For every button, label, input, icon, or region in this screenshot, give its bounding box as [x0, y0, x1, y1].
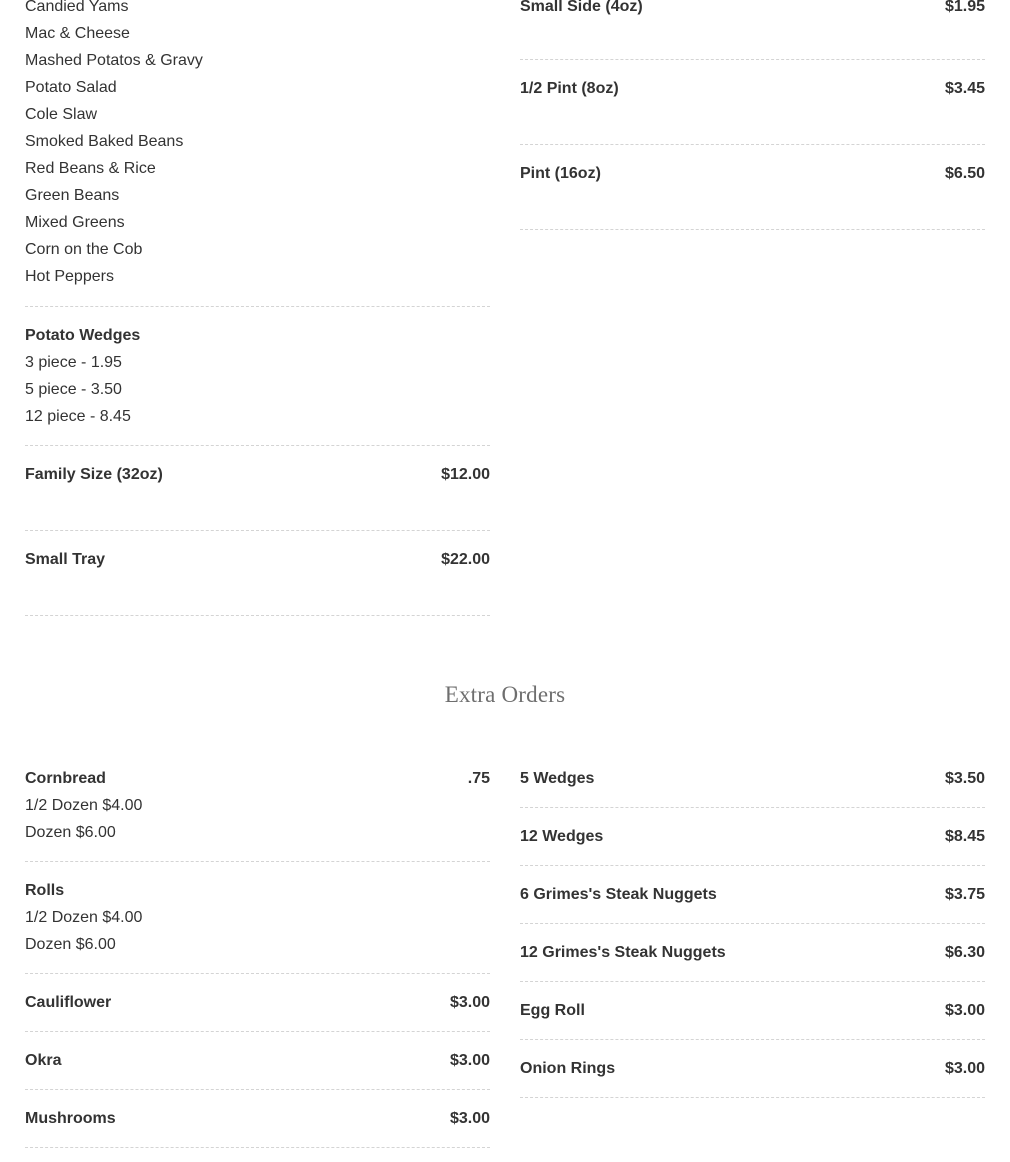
item-price: $3.00 [449, 1110, 490, 1127]
item-price: $3.00 [449, 1052, 490, 1069]
cornbread-item [25, 765, 490, 862]
sides-left-column [25, 0, 490, 616]
side-name: Red Beans & Rice [25, 160, 156, 177]
item-detail: 5 piece - 3.50 [25, 381, 122, 398]
item-name: Cornbread [25, 770, 106, 787]
side-name: Candied Yams [25, 0, 129, 15]
side-size-item [520, 60, 985, 145]
item-price: $3.00 [944, 1002, 985, 1019]
item-name: 6 Grimes's Steak Nuggets [520, 886, 717, 903]
extra-item [25, 1090, 490, 1148]
item-price: $22.00 [441, 551, 490, 568]
side-size-item [520, 145, 985, 230]
rolls-item [25, 862, 490, 974]
side-name: Cole Slaw [25, 106, 98, 123]
extra-item [25, 974, 490, 1032]
side-name: Mac & Cheese [25, 25, 130, 42]
item-name: Onion Rings [520, 1060, 616, 1077]
item-name: Pint (16oz) [520, 165, 601, 182]
extra-item [520, 765, 985, 808]
item-price: $8.45 [944, 828, 985, 845]
item-price: .75 [467, 770, 490, 787]
side-name: Green Beans [25, 187, 120, 204]
extra-item [520, 808, 985, 866]
side-name: Mixed Greens [25, 214, 125, 231]
side-name: Smoked Baked Beans [25, 133, 184, 150]
item-price: $12.00 [441, 466, 490, 483]
item-name: Family Size (32oz) [25, 466, 163, 483]
extra-item [25, 1032, 490, 1090]
item-name: Potato Wedges [25, 327, 141, 344]
item-name: Okra [25, 1052, 62, 1069]
side-size-item [520, 0, 985, 60]
extra-item [520, 924, 985, 982]
item-price: $3.00 [944, 1060, 985, 1077]
side-name: Potato Salad [25, 79, 117, 96]
item-detail: Dozen $6.00 [25, 936, 116, 953]
item-detail: Dozen $6.00 [25, 824, 116, 841]
item-name: Small Tray [25, 551, 106, 568]
side-name: Hot Peppers [25, 268, 114, 285]
item-price: $6.50 [944, 165, 985, 182]
item-price: $3.45 [944, 80, 985, 97]
extra-item [520, 982, 985, 1040]
item-detail: 1/2 Dozen $4.00 [25, 797, 143, 814]
item-name: 1/2 Pint (8oz) [520, 80, 619, 97]
small-tray-item [25, 531, 490, 616]
item-price: $1.95 [944, 0, 985, 15]
item-name: Small Side (4oz) [520, 0, 643, 15]
sides-list-item [25, 0, 490, 307]
section-title-extra-orders: Extra Orders [444, 682, 566, 707]
item-detail: 3 piece - 1.95 [25, 354, 122, 371]
potato-wedges-item [25, 307, 490, 446]
item-name: Egg Roll [520, 1002, 585, 1019]
extra-item [520, 866, 985, 924]
item-name: 12 Grimes's Steak Nuggets [520, 944, 726, 961]
item-name: Mushrooms [25, 1110, 116, 1127]
item-detail: 12 piece - 8.45 [25, 408, 131, 425]
item-detail: 1/2 Dozen $4.00 [25, 909, 143, 926]
item-price: $6.30 [944, 944, 985, 961]
side-name: Mashed Potatos & Gravy [25, 52, 203, 69]
side-sizes-column [520, 0, 985, 230]
extra-item [520, 1040, 985, 1098]
extra-orders-left-column [25, 765, 490, 1148]
item-name: Cauliflower [25, 994, 112, 1011]
item-name: 12 Wedges [520, 828, 604, 845]
family-size-item [25, 446, 490, 531]
extra-orders-right-column [520, 765, 985, 1098]
item-name: 5 Wedges [520, 770, 595, 787]
item-name: Rolls [25, 882, 65, 899]
item-price: $3.75 [944, 886, 985, 903]
side-name: Corn on the Cob [25, 241, 143, 258]
item-price: $3.00 [449, 994, 490, 1011]
item-price: $3.50 [944, 770, 985, 787]
